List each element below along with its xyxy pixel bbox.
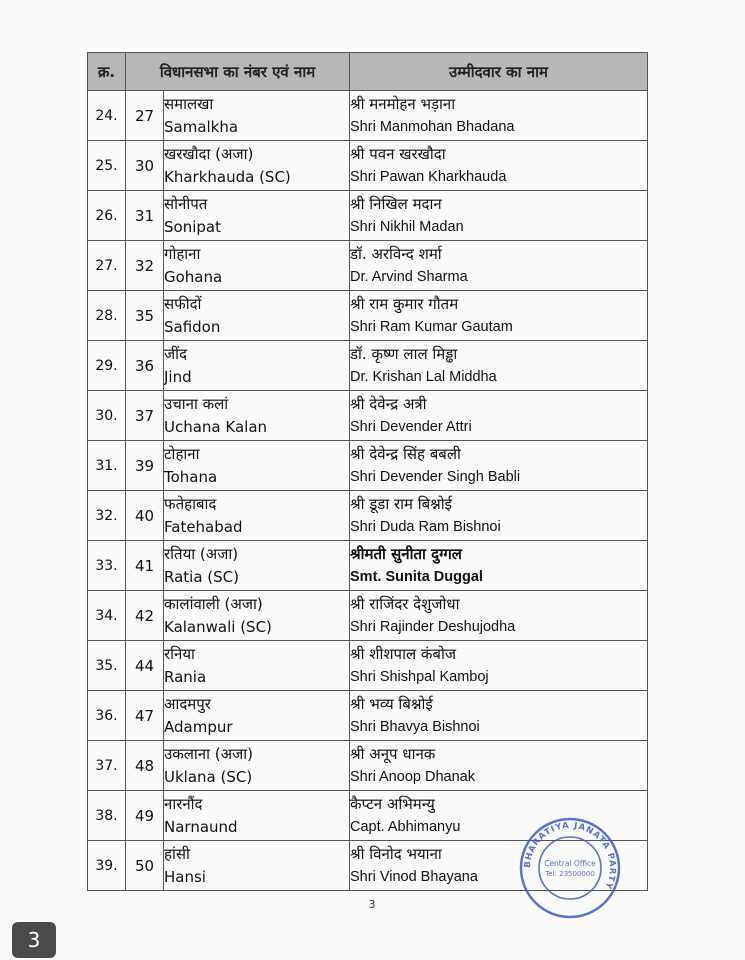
serial-number: 33. bbox=[88, 541, 126, 591]
constituency-name-english: Rania bbox=[164, 667, 207, 686]
candidate-name-english: Dr. Arvind Sharma bbox=[350, 268, 468, 285]
candidate-name-hindi: श्री भव्य बिश्नोई bbox=[350, 694, 433, 713]
svg-text:Tel: 23500000: Tel: 23500000 bbox=[545, 870, 595, 878]
candidate-name bbox=[350, 641, 648, 691]
candidate-name bbox=[350, 391, 648, 441]
serial-number: 35. bbox=[88, 641, 126, 691]
candidate-name-hindi: श्री राजिंदर देशुजोधा bbox=[350, 594, 460, 613]
table-row bbox=[88, 91, 648, 141]
table-row bbox=[88, 491, 648, 541]
header-constituency: विधानसभा का नंबर एवं नाम bbox=[126, 53, 350, 91]
constituency-name-hindi: टोहाना bbox=[164, 444, 200, 463]
table-row bbox=[88, 191, 648, 241]
constituency-name bbox=[164, 491, 350, 541]
serial-number: 27. bbox=[88, 241, 126, 291]
serial-number: 34. bbox=[88, 591, 126, 641]
candidate-name-english: Capt. Abhimanyu bbox=[350, 818, 461, 835]
constituency-name bbox=[164, 691, 350, 741]
constituency-name bbox=[164, 191, 350, 241]
serial-number: 30. bbox=[88, 391, 126, 441]
table-row bbox=[88, 541, 648, 591]
candidate-name-hindi: श्री विनोद भयाना bbox=[350, 844, 442, 863]
constituency-name-english: Fatehabad bbox=[164, 517, 243, 536]
candidate-name bbox=[350, 241, 648, 291]
constituency-number: 37 bbox=[126, 391, 164, 441]
candidate-name-english: Shri Nikhil Madan bbox=[350, 218, 464, 235]
constituency-number: 49 bbox=[126, 791, 164, 841]
constituency-name-hindi: रतिया (अजा) bbox=[164, 544, 239, 563]
constituency-name bbox=[164, 341, 350, 391]
constituency-name bbox=[164, 541, 350, 591]
table-row bbox=[88, 691, 648, 741]
constituency-name-hindi: हांसी bbox=[164, 844, 190, 863]
constituency-name bbox=[164, 841, 350, 891]
candidate-name-english: Shri Devender Singh Babli bbox=[350, 468, 521, 485]
constituency-name bbox=[164, 141, 350, 191]
constituency-name bbox=[164, 441, 350, 491]
candidate-name-english: Shri Manmohan Bhadana bbox=[350, 118, 515, 135]
candidate-name-english: Dr. Krishan Lal Middha bbox=[350, 368, 497, 385]
svg-text:Central Office: Central Office bbox=[544, 859, 596, 868]
table-row bbox=[88, 391, 648, 441]
candidate-name bbox=[350, 541, 648, 591]
constituency-number: 31 bbox=[126, 191, 164, 241]
constituency-name-english: Samalkha bbox=[164, 117, 239, 136]
table-row bbox=[88, 591, 648, 641]
svg-text:BHARATIYA JANATA PARTY: BHARATIYA JANATA PARTY bbox=[522, 820, 618, 891]
constituency-name-english: Uklana (SC) bbox=[164, 767, 253, 786]
serial-number: 38. bbox=[88, 791, 126, 841]
table-header-row bbox=[88, 53, 648, 91]
constituency-number: 47 bbox=[126, 691, 164, 741]
table-row bbox=[88, 441, 648, 491]
candidate-name-hindi: श्री पवन खरखौदा bbox=[350, 144, 446, 163]
candidate-name-english: Shri Vinod Bhayana bbox=[350, 868, 478, 885]
constituency-name-hindi: नारनौंद bbox=[164, 794, 203, 813]
constituency-name-hindi: रनिया bbox=[164, 644, 195, 663]
candidate-name-hindi: डॉ. अरविन्द शर्मा bbox=[350, 244, 442, 263]
candidate-name-hindi: डॉ. कृष्ण लाल मिड्ढा bbox=[350, 344, 458, 363]
constituency-name-english: Ratia (SC) bbox=[164, 567, 239, 586]
table-row bbox=[88, 241, 648, 291]
candidate-name-english: Shri Shishpal Kamboj bbox=[350, 668, 489, 685]
constituency-name-hindi: उकलाना (अजा) bbox=[164, 744, 253, 763]
constituency-name bbox=[164, 241, 350, 291]
candidate-name-hindi: श्री डूडा राम बिश्नोई bbox=[350, 494, 453, 513]
constituency-name-english: Kalanwali (SC) bbox=[164, 617, 272, 636]
table-row bbox=[88, 341, 648, 391]
serial-number: 31. bbox=[88, 441, 126, 491]
constituency-name bbox=[164, 291, 350, 341]
candidate-name bbox=[350, 191, 648, 241]
candidate-name bbox=[350, 741, 648, 791]
candidate-name bbox=[350, 591, 648, 641]
constituency-number: 40 bbox=[126, 491, 164, 541]
constituency-name-english: Tohana bbox=[164, 467, 218, 486]
constituency-name bbox=[164, 591, 350, 641]
candidate-name-english: Shri Devender Attri bbox=[350, 418, 472, 435]
constituency-name-hindi: समालखा bbox=[164, 94, 214, 113]
party-seal-stamp bbox=[518, 816, 622, 920]
serial-number: 36. bbox=[88, 691, 126, 741]
table-row bbox=[88, 291, 648, 341]
constituency-name-hindi: सोनीपत bbox=[164, 194, 208, 213]
viewer-page-badge[interactable]: 3 bbox=[12, 922, 56, 958]
constituency-name bbox=[164, 791, 350, 841]
constituency-number: 32 bbox=[126, 241, 164, 291]
candidate-name-english: Shri Pawan Kharkhauda bbox=[350, 168, 507, 185]
serial-number: 28. bbox=[88, 291, 126, 341]
serial-number: 25. bbox=[88, 141, 126, 191]
candidate-name-hindi: श्री अनूप धानक bbox=[350, 744, 436, 763]
candidate-name bbox=[350, 291, 648, 341]
constituency-name-hindi: सफीदों bbox=[164, 294, 202, 313]
constituency-number: 30 bbox=[126, 141, 164, 191]
constituency-name-english: Narnaund bbox=[164, 817, 238, 836]
constituency-name-hindi: फतेहाबाद bbox=[164, 494, 217, 513]
constituency-number: 41 bbox=[126, 541, 164, 591]
constituency-name-english: Uchana Kalan bbox=[164, 417, 268, 436]
candidate-name bbox=[350, 141, 648, 191]
constituency-number: 35 bbox=[126, 291, 164, 341]
candidate-name-hindi: श्री मनमोहन भड़ाना bbox=[350, 94, 456, 113]
candidate-name bbox=[350, 91, 648, 141]
candidate-name-english: Shri Duda Ram Bishnoi bbox=[350, 518, 501, 535]
page-number: 3 bbox=[368, 898, 376, 911]
candidate-name-hindi: श्री देवेन्द्र अत्री bbox=[350, 394, 427, 413]
constituency-name bbox=[164, 91, 350, 141]
constituency-name-english: Adampur bbox=[164, 717, 233, 736]
candidate-name-english: Shri Ram Kumar Gautam bbox=[350, 318, 513, 335]
candidate-name-english: Smt. Sunita Duggal bbox=[350, 568, 483, 585]
constituency-number: 44 bbox=[126, 641, 164, 691]
header-candidate: उम्मीदवार का नाम bbox=[350, 53, 648, 91]
candidate-name-hindi: श्री राम कुमार गौतम bbox=[350, 294, 459, 313]
serial-number: 37. bbox=[88, 741, 126, 791]
serial-number: 24. bbox=[88, 91, 126, 141]
constituency-number: 36 bbox=[126, 341, 164, 391]
table-row bbox=[88, 141, 648, 191]
serial-number: 29. bbox=[88, 341, 126, 391]
table-row bbox=[88, 641, 648, 691]
constituency-number: 50 bbox=[126, 841, 164, 891]
candidate-name-english: Shri Anoop Dhanak bbox=[350, 768, 475, 785]
table-body bbox=[88, 91, 648, 891]
constituency-name bbox=[164, 641, 350, 691]
constituency-name-english: Jind bbox=[164, 367, 192, 386]
candidate-table bbox=[87, 52, 648, 891]
candidate-name bbox=[350, 341, 648, 391]
constituency-number: 39 bbox=[126, 441, 164, 491]
constituency-name-english: Kharkhauda (SC) bbox=[164, 167, 291, 186]
serial-number: 39. bbox=[88, 841, 126, 891]
candidate-name-hindi: श्रीमती सुनीता दुग्गल bbox=[350, 544, 462, 563]
constituency-name-hindi: आदमपुर bbox=[164, 694, 211, 713]
constituency-name-english: Safidon bbox=[164, 317, 221, 336]
constituency-name-english: Hansi bbox=[164, 867, 206, 886]
candidate-name-hindi: श्री निखिल मदान bbox=[350, 194, 442, 213]
candidate-name bbox=[350, 691, 648, 741]
candidate-name-hindi: कैप्टन अभिमन्यु bbox=[350, 794, 435, 813]
constituency-name-english: Sonipat bbox=[164, 217, 221, 236]
constituency-name-hindi: उचाना कलां bbox=[164, 394, 229, 413]
candidate-name bbox=[350, 491, 648, 541]
candidate-name bbox=[350, 441, 648, 491]
constituency-name-hindi: खरखौदा (अजा) bbox=[164, 144, 254, 163]
serial-number: 26. bbox=[88, 191, 126, 241]
constituency-number: 48 bbox=[126, 741, 164, 791]
constituency-name-hindi: गोहाना bbox=[164, 244, 201, 263]
constituency-name bbox=[164, 391, 350, 441]
constituency-number: 27 bbox=[126, 91, 164, 141]
candidate-name-english: Shri Bhavya Bishnoi bbox=[350, 718, 480, 735]
serial-number: 32. bbox=[88, 491, 126, 541]
constituency-number: 42 bbox=[126, 591, 164, 641]
header-serial: क्र. bbox=[88, 53, 126, 91]
constituency-name-hindi: जींद bbox=[164, 344, 187, 363]
constituency-name bbox=[164, 741, 350, 791]
table-row bbox=[88, 741, 648, 791]
constituency-name-english: Gohana bbox=[164, 267, 223, 286]
candidate-name-hindi: श्री शीशपाल कंबोज bbox=[350, 644, 457, 663]
constituency-name-hindi: कालांवाली (अजा) bbox=[164, 594, 263, 613]
candidate-name-hindi: श्री देवेन्द्र सिंह बबली bbox=[350, 444, 461, 463]
candidate-name-english: Shri Rajinder Deshujodha bbox=[350, 618, 516, 635]
